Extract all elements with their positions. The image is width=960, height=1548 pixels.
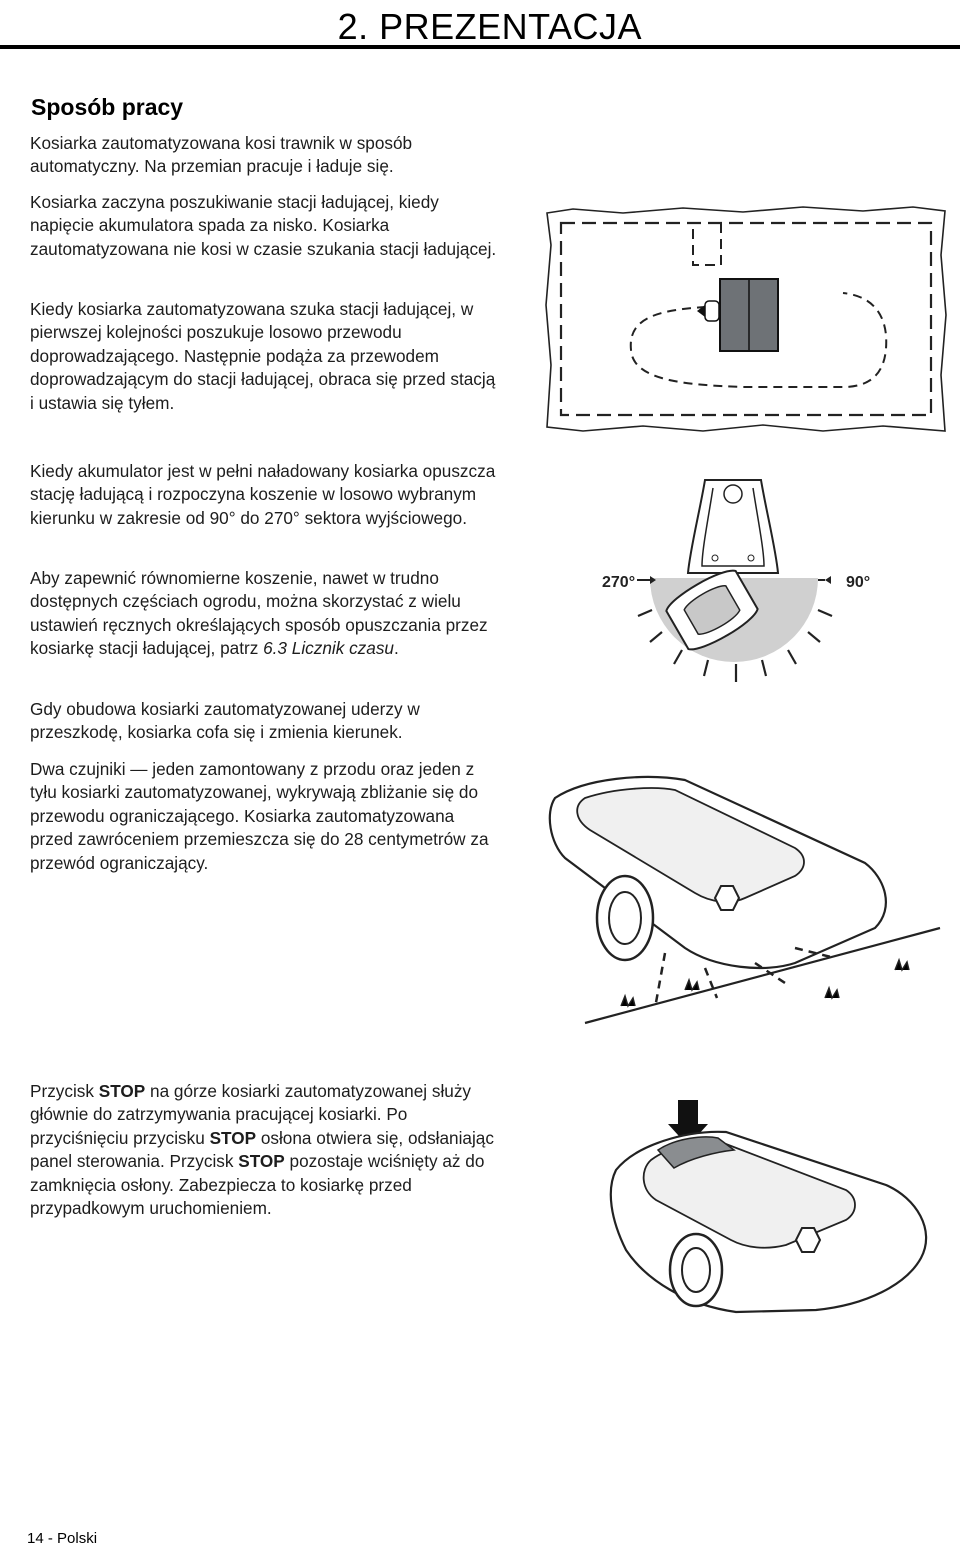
exit-sector-diagram (590, 470, 880, 700)
brand-logo (715, 886, 739, 910)
boundary-island (693, 223, 721, 265)
boundary-wire-diagram (543, 195, 948, 435)
paragraph-2: Kosiarka zaczyna poszukiwanie stacji ładującej, kiedy napięcie akumulatora spada za nisko. Kosiarka zautomatyzowana nie kosi w czasie szukania stacji ładującej. (30, 192, 497, 259)
paragraph-5-end: . (393, 638, 399, 659)
stop-button-diagram (596, 1090, 941, 1315)
mower-icon (705, 301, 719, 321)
paragraph-5-text: Aby zapewnić równomierne koszenie, nawet w trudno dostępnych częściach ogrodu, można skorzystać z wielu ustawień ręcznych określających sposób opuszczania przez kosiarkę stacji ładującej, patrz (30, 568, 488, 659)
paragraph-7: Dwa czujniki — jeden zamontowany z przodu oraz jeden z tyłu kosiarki zautomatyzowanej, wykrywają zbliżanie się do przewodu ograniczającego. Kosiarka zautomatyzowana przed zawróceniem przemieszcza się do 28 centymetrów za przewód ograniczający. (30, 759, 489, 873)
paragraph-5 (30, 567, 500, 661)
wheel (597, 876, 653, 960)
wheel (670, 1234, 722, 1306)
paragraph-6: Gdy obudowa kosiarki zautomatyzowanej uderzy w przeszkodę, kosiarka cofa się i zmienia kierunek. (30, 699, 420, 743)
paragraph-4: Kiedy akumulator jest w pełni naładowany kosiarka opuszcza stację ładującą i rozpoczyna koszenie w losowo wybranym kierunku w zakresie od 90° do 270° sektora wyjściowego. (30, 461, 496, 528)
chapter-title: 2. PREZENTACJA (337, 6, 642, 47)
angle-label-270: 270° (602, 574, 636, 591)
section-title: Sposób pracy (31, 94, 184, 120)
p8-text-e: osłona otwiera się, odsłaniając panel sterowania. Przycisk (30, 1127, 494, 1172)
mower-sensor-diagram (545, 768, 945, 1028)
p8-text-a: Przycisk (30, 1081, 99, 1101)
p8-text-c: na górze kosiarki zautomatyzowanej służy głównie do zatrzymywania pracującej kosiarki. Po przyciśnięciu przycisku (30, 1081, 472, 1148)
brand-logo (796, 1228, 820, 1252)
paragraph-1: Kosiarka zautomatyzowana kosi trawnik w sposób automatyczny. Na przemian pracuje i ładuje się. (30, 133, 413, 177)
paragraph-5-ref: 6.3 Licznik czasu (263, 638, 394, 659)
paragraph-8 (30, 1080, 500, 1220)
charging-station-outline (688, 480, 778, 573)
p8-text-g: pozostaje wciśnięty aż do zamknięcia osłony. Zabezpiecza to kosiarkę przed przypadkowym uruchomieniem. (30, 1151, 485, 1219)
page-footer: 14 - Polski (27, 1530, 98, 1547)
stop-label-3: STOP (238, 1151, 285, 1172)
stop-label-1: STOP (98, 1081, 146, 1101)
stop-label-2: STOP (209, 1127, 257, 1148)
angle-label-90: 90° (846, 574, 871, 591)
paragraph-3: Kiedy kosiarka zautomatyzowana szuka stacji ładującej, w pierwszej kolejności poszukuje losowo przewodu doprowadzającego. Następnie podąża za przewodem doprowadzającym do stacji ładującej, obraca się przed stacją i ustawia się tyłem. (30, 299, 496, 413)
